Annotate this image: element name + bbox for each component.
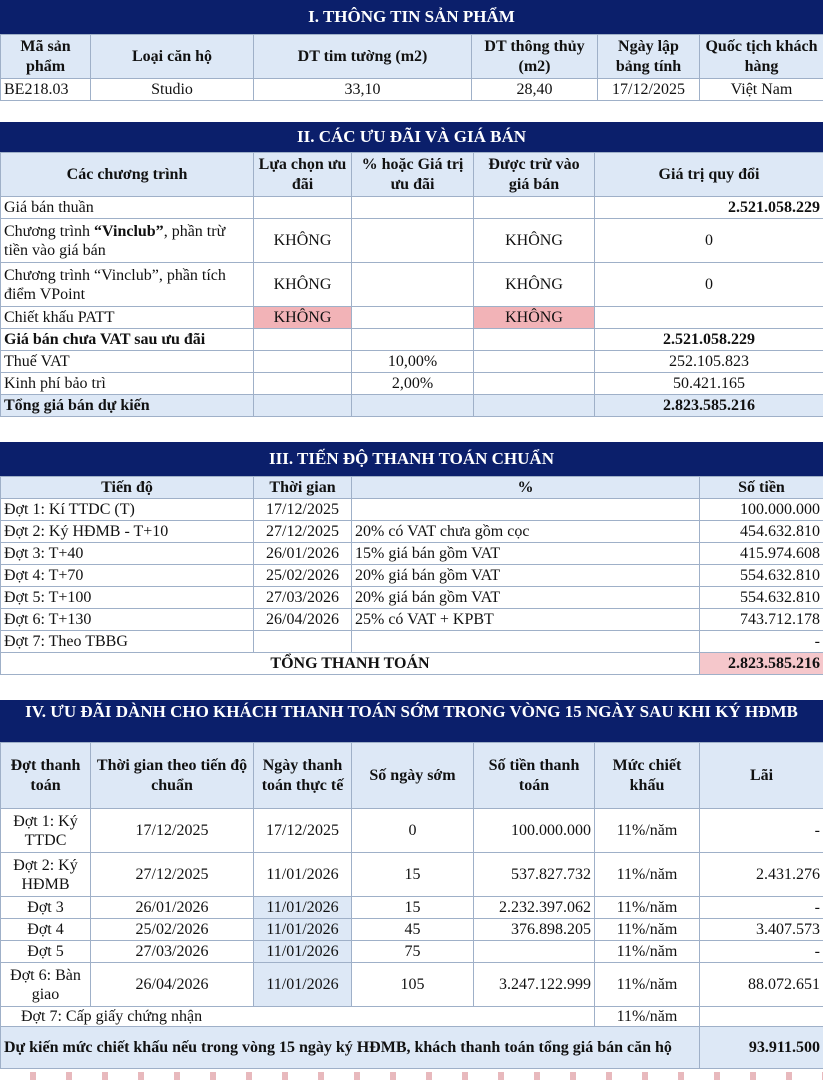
ep-amount bbox=[474, 941, 595, 963]
table-row bbox=[1, 1007, 823, 1027]
unit-type: Studio bbox=[91, 79, 254, 101]
row-deduct: KHÔNG bbox=[474, 263, 595, 307]
stage: Đợt 3: T+40 bbox=[1, 543, 254, 565]
row-value: 0 bbox=[595, 219, 823, 263]
ep-days: 45 bbox=[352, 919, 474, 941]
amount: 454.632.810 bbox=[700, 521, 823, 543]
created-date: 17/12/2025 bbox=[598, 79, 700, 101]
header-programs: Các chương trình bbox=[1, 153, 254, 197]
row-name: Giá bán thuần bbox=[1, 197, 254, 219]
header-ep-rate: Mức chiết khấu bbox=[595, 743, 700, 809]
table-row bbox=[1, 919, 823, 941]
payment-schedule-table bbox=[0, 476, 823, 675]
total-label: TỔNG THANH TOÁN bbox=[1, 653, 700, 675]
table-row bbox=[1, 329, 823, 351]
table-row bbox=[1, 219, 823, 263]
ep-rate: 11%/năm bbox=[595, 1007, 700, 1027]
header-unit-type: Loại căn hộ bbox=[91, 35, 254, 79]
row-value: 2.823.585.216 bbox=[595, 395, 823, 417]
stage: Đợt 5: T+100 bbox=[1, 587, 254, 609]
nationality: Việt Nam bbox=[700, 79, 823, 101]
table-row bbox=[1, 197, 823, 219]
table-row bbox=[1, 587, 823, 609]
ep-rate: 11%/năm bbox=[595, 919, 700, 941]
summary-value: 93.911.500 bbox=[700, 1027, 823, 1069]
ep-actual-date: 11/01/2026 bbox=[254, 897, 352, 919]
percent: 20% giá bán gồm VAT bbox=[352, 587, 700, 609]
date bbox=[254, 631, 352, 653]
table-row bbox=[1, 395, 823, 417]
table-row bbox=[1, 609, 823, 631]
section-4-title: IV. ƯU ĐÃI DÀNH CHO KHÁCH THANH TOÁN SỚM TRONG VÒNG 15 NGÀY SAU KHI KÝ HĐMB bbox=[0, 700, 823, 742]
ep-interest: - bbox=[700, 897, 823, 919]
percent: 20% có VAT chưa gồm cọc bbox=[352, 521, 700, 543]
row-deduct: KHÔNG bbox=[474, 219, 595, 263]
table-row bbox=[1, 521, 823, 543]
ep-days: 105 bbox=[352, 963, 474, 1007]
stage: Đợt 1: Kí TTDC (T) bbox=[1, 499, 254, 521]
row-value: 2.521.058.229 bbox=[595, 197, 823, 219]
header-choice: Lựa chọn ưu đãi bbox=[254, 153, 352, 197]
stage: Đợt 6: T+130 bbox=[1, 609, 254, 631]
ep-days: 0 bbox=[352, 809, 474, 853]
row-pct: 10,00% bbox=[352, 351, 474, 373]
amount: - bbox=[700, 631, 823, 653]
date: 27/03/2026 bbox=[254, 587, 352, 609]
table-row bbox=[1, 373, 823, 395]
total-row bbox=[1, 653, 823, 675]
percent bbox=[352, 499, 700, 521]
row-name: Chiết khấu PATT bbox=[1, 307, 254, 329]
ep-days: 75 bbox=[352, 941, 474, 963]
header-ep-std-date: Thời gian theo tiến độ chuẩn bbox=[91, 743, 254, 809]
table-row bbox=[1, 941, 823, 963]
row-choice: KHÔNG bbox=[254, 263, 352, 307]
ep-days: 15 bbox=[352, 853, 474, 897]
table-row bbox=[1, 263, 823, 307]
percent bbox=[352, 631, 700, 653]
amount: 554.632.810 bbox=[700, 587, 823, 609]
ep-rate: 11%/năm bbox=[595, 809, 700, 853]
header-wall-area: DT tim tường (m2) bbox=[254, 35, 472, 79]
header-pct: % hoặc Giá trị ưu đãi bbox=[352, 153, 474, 197]
table-row bbox=[1, 499, 823, 521]
ep-stage: Đợt 6: Bàn giao bbox=[1, 963, 91, 1007]
header-deduct: Được trừ vào giá bán bbox=[474, 153, 595, 197]
ep-std-date: 26/04/2026 bbox=[91, 963, 254, 1007]
offers-table bbox=[0, 152, 823, 417]
stage: Đợt 4: T+70 bbox=[1, 565, 254, 587]
row-name: Chương trình “Vinclub”, phần tích điểm VPoint bbox=[1, 263, 254, 307]
row-deduct: KHÔNG bbox=[474, 307, 595, 329]
ep-actual-date: 11/01/2026 bbox=[254, 853, 352, 897]
ep-interest: - bbox=[700, 941, 823, 963]
row-value: 2.521.058.229 bbox=[595, 329, 823, 351]
row-choice: KHÔNG bbox=[254, 307, 352, 329]
total-value: 2.823.585.216 bbox=[700, 653, 823, 675]
header-nationality: Quốc tịch khách hàng bbox=[700, 35, 823, 79]
ep-interest: - bbox=[700, 809, 823, 853]
ep-actual-date: 11/01/2026 bbox=[254, 963, 352, 1007]
section-2-title: II. CÁC ƯU ĐÃI VÀ GIÁ BÁN bbox=[0, 122, 823, 152]
wall-area: 33,10 bbox=[254, 79, 472, 101]
row-value: 252.105.823 bbox=[595, 351, 823, 373]
table-row bbox=[1, 853, 823, 897]
section-1-title: I. THÔNG TIN SẢN PHẨM bbox=[0, 0, 823, 34]
ep-stage: Đợt 7: Cấp giấy chứng nhận bbox=[1, 1007, 595, 1027]
header-ep-actual-date: Ngày thanh toán thực tế bbox=[254, 743, 352, 809]
table-row bbox=[1, 307, 823, 329]
amount: 415.974.608 bbox=[700, 543, 823, 565]
row-choice: KHÔNG bbox=[254, 219, 352, 263]
net-area: 28,40 bbox=[472, 79, 598, 101]
percent: 15% giá bán gồm VAT bbox=[352, 543, 700, 565]
header-percent: % bbox=[352, 477, 700, 499]
ep-rate: 11%/năm bbox=[595, 941, 700, 963]
ep-amount: 537.827.732 bbox=[474, 853, 595, 897]
ep-actual-date: 11/01/2026 bbox=[254, 941, 352, 963]
table-row bbox=[1, 809, 823, 853]
page-bottom-edge bbox=[0, 1072, 823, 1080]
ep-amount: 3.247.122.999 bbox=[474, 963, 595, 1007]
ep-interest: 2.431.276 bbox=[700, 853, 823, 897]
ep-std-date: 27/12/2025 bbox=[91, 853, 254, 897]
header-ep-amount: Số tiền thanh toán bbox=[474, 743, 595, 809]
amount: 743.712.178 bbox=[700, 609, 823, 631]
header-ep-days: Số ngày sớm bbox=[352, 743, 474, 809]
product-code: BE218.03 bbox=[1, 79, 91, 101]
ep-std-date: 26/01/2026 bbox=[91, 897, 254, 919]
amount: 100.000.000 bbox=[700, 499, 823, 521]
table-row bbox=[1, 565, 823, 587]
row-name: Kinh phí bảo trì bbox=[1, 373, 254, 395]
ep-rate: 11%/năm bbox=[595, 897, 700, 919]
header-net-area: DT thông thủy (m2) bbox=[472, 35, 598, 79]
table-row bbox=[1, 631, 823, 653]
table-row bbox=[1, 351, 823, 373]
row-value: 50.421.165 bbox=[595, 373, 823, 395]
table-row bbox=[1, 897, 823, 919]
summary-row bbox=[1, 1027, 823, 1069]
ep-rate: 11%/năm bbox=[595, 963, 700, 1007]
ep-amount: 376.898.205 bbox=[474, 919, 595, 941]
header-ep-interest: Lãi bbox=[700, 743, 823, 809]
ep-interest: 3.407.573 bbox=[700, 919, 823, 941]
row-name: Giá bán chưa VAT sau ưu đãi bbox=[1, 329, 254, 351]
ep-interest: 88.072.651 bbox=[700, 963, 823, 1007]
summary-label: Dự kiến mức chiết khấu nếu trong vòng 15 ngày ký HĐMB, khách thanh toán tổng giá bán căn hộ bbox=[1, 1027, 700, 1069]
ep-interest bbox=[700, 1007, 823, 1027]
ep-stage: Đợt 4 bbox=[1, 919, 91, 941]
ep-stage: Đợt 5 bbox=[1, 941, 91, 963]
ep-rate: 11%/năm bbox=[595, 853, 700, 897]
row-pct: 2,00% bbox=[352, 373, 474, 395]
header-amount: Số tiền bbox=[700, 477, 823, 499]
ep-std-date: 17/12/2025 bbox=[91, 809, 254, 853]
ep-stage: Đợt 3 bbox=[1, 897, 91, 919]
date: 27/12/2025 bbox=[254, 521, 352, 543]
table-row bbox=[1, 543, 823, 565]
row-name: Thuế VAT bbox=[1, 351, 254, 373]
date: 25/02/2026 bbox=[254, 565, 352, 587]
ep-actual-date: 11/01/2026 bbox=[254, 919, 352, 941]
percent: 25% có VAT + KPBT bbox=[352, 609, 700, 631]
ep-amount: 100.000.000 bbox=[474, 809, 595, 853]
ep-days: 15 bbox=[352, 897, 474, 919]
date: 17/12/2025 bbox=[254, 499, 352, 521]
ep-amount: 2.232.397.062 bbox=[474, 897, 595, 919]
ep-stage: Đợt 1: Ký TTDC bbox=[1, 809, 91, 853]
row-value bbox=[595, 307, 823, 329]
row-name: Tổng giá bán dự kiến bbox=[1, 395, 254, 417]
row-name: Chương trình “Vinclub”, phần trừ tiền vào giá bán bbox=[1, 219, 254, 263]
date: 26/01/2026 bbox=[254, 543, 352, 565]
ep-stage: Đợt 2: Ký HĐMB bbox=[1, 853, 91, 897]
stage: Đợt 7: Theo TBBG bbox=[1, 631, 254, 653]
header-date: Thời gian bbox=[254, 477, 352, 499]
ep-std-date: 27/03/2026 bbox=[91, 941, 254, 963]
ep-actual-date: 17/12/2025 bbox=[254, 809, 352, 853]
early-payment-table bbox=[0, 742, 823, 1069]
header-stage: Tiến độ bbox=[1, 477, 254, 499]
header-ep-stage: Đợt thanh toán bbox=[1, 743, 91, 809]
header-product-code: Mã sản phẩm bbox=[1, 35, 91, 79]
header-created-date: Ngày lập bảng tính bbox=[598, 35, 700, 79]
row-value: 0 bbox=[595, 263, 823, 307]
header-value: Giá trị quy đổi bbox=[595, 153, 823, 197]
table-row bbox=[1, 963, 823, 1007]
amount: 554.632.810 bbox=[700, 565, 823, 587]
product-info-table bbox=[0, 34, 823, 101]
date: 26/04/2026 bbox=[254, 609, 352, 631]
section-3-title: III. TIẾN ĐỘ THANH TOÁN CHUẨN bbox=[0, 442, 823, 476]
stage: Đợt 2: Ký HĐMB - T+10 bbox=[1, 521, 254, 543]
percent: 20% giá bán gồm VAT bbox=[352, 565, 700, 587]
ep-std-date: 25/02/2026 bbox=[91, 919, 254, 941]
